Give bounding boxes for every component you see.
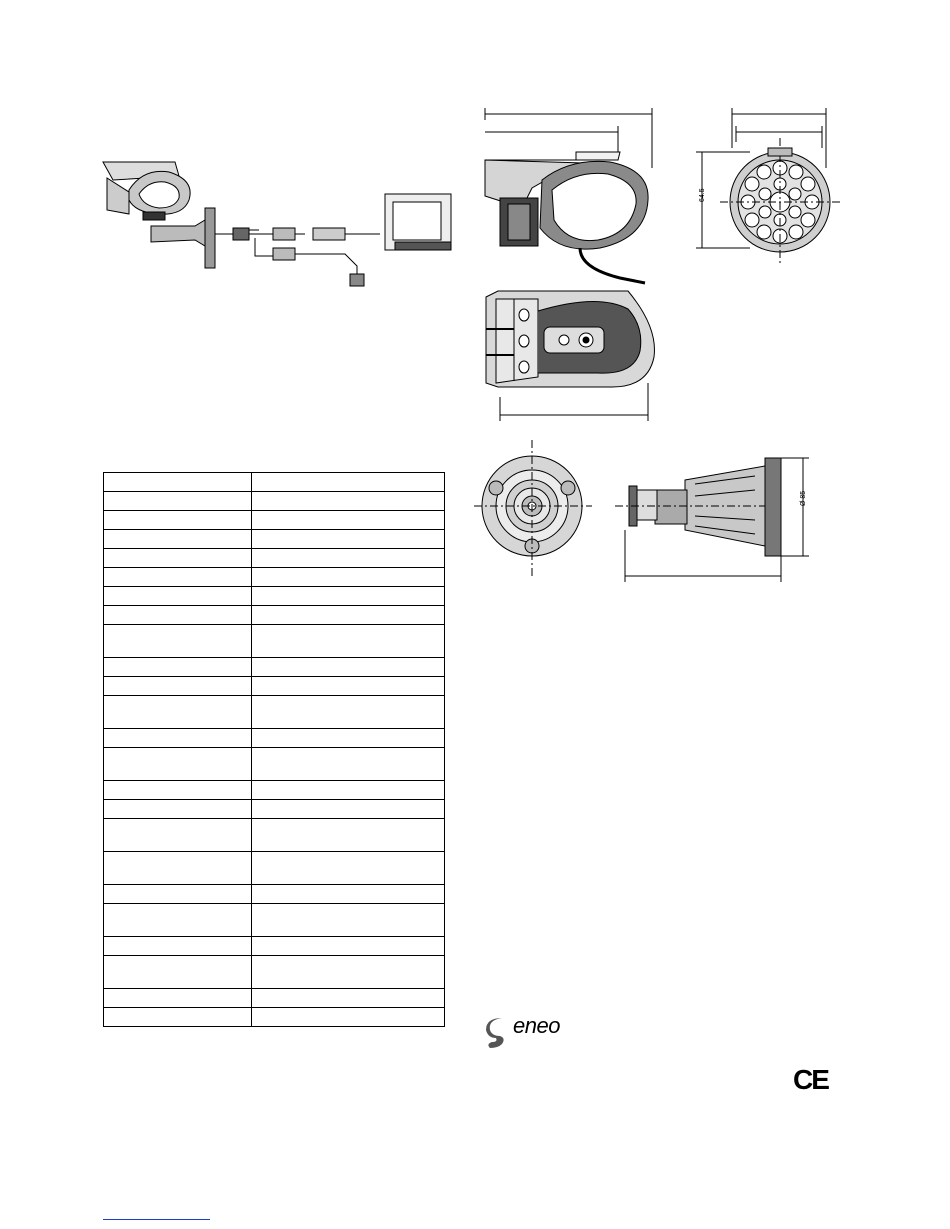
bracket-front-view [474, 440, 594, 580]
table-cell [104, 473, 252, 492]
camera-side-view [480, 108, 660, 288]
ce-mark: CE [793, 1064, 828, 1095]
table-cell [252, 904, 445, 937]
table-cell [252, 625, 445, 658]
table-row [104, 677, 445, 696]
table-cell [252, 852, 445, 885]
table-cell [104, 781, 252, 800]
table-cell [104, 937, 252, 956]
eneo-logo-icon [484, 1016, 512, 1050]
table-cell [252, 885, 445, 904]
table-row [104, 989, 445, 1008]
table-row [104, 748, 445, 781]
table-cell [252, 781, 445, 800]
table-cell [104, 1008, 252, 1027]
table-cell [104, 568, 252, 587]
table-row [104, 696, 445, 729]
table-cell [104, 819, 252, 852]
table-cell [104, 677, 252, 696]
table-cell [252, 1008, 445, 1027]
table-row [104, 904, 445, 937]
bracket-side-view [615, 450, 830, 590]
camera-top-view [478, 287, 663, 422]
table-cell [252, 658, 445, 677]
table-cell [104, 852, 252, 885]
table-cell [104, 492, 252, 511]
table-cell [104, 696, 252, 729]
table-cell [252, 530, 445, 549]
front-view-dimension-label: 64.5 [699, 188, 706, 202]
table-cell [104, 549, 252, 568]
table-cell [104, 885, 252, 904]
table-cell [104, 989, 252, 1008]
table-row [104, 568, 445, 587]
table-row [104, 530, 445, 549]
table-cell [252, 748, 445, 781]
table-cell [252, 956, 445, 989]
table-cell [252, 473, 445, 492]
footer-rule [103, 1219, 210, 1220]
table-cell [252, 511, 445, 530]
table-cell [252, 492, 445, 511]
table-row [104, 511, 445, 530]
table-cell [252, 729, 445, 748]
table-cell [104, 511, 252, 530]
table-cell [104, 956, 252, 989]
table-cell [252, 568, 445, 587]
camera-front-view [690, 108, 840, 268]
table-row [104, 819, 445, 852]
table-cell [104, 625, 252, 658]
table-cell [104, 800, 252, 819]
table-row [104, 800, 445, 819]
table-cell [104, 729, 252, 748]
table-row [104, 956, 445, 989]
table-cell [104, 904, 252, 937]
table-row [104, 625, 445, 658]
table-row [104, 658, 445, 677]
table-cell [252, 606, 445, 625]
table-row [104, 606, 445, 625]
table-row [104, 852, 445, 885]
table-cell [252, 677, 445, 696]
table-cell [104, 587, 252, 606]
table-row [104, 1008, 445, 1027]
table-row [104, 473, 445, 492]
table-cell [252, 587, 445, 606]
table-row [104, 587, 445, 606]
table-cell [104, 606, 252, 625]
table-cell [252, 696, 445, 729]
table-cell [252, 549, 445, 568]
table-row [104, 492, 445, 511]
table-row [104, 729, 445, 748]
brand-logo-text: eneo [513, 1013, 560, 1038]
table-row [104, 937, 445, 956]
table-cell [104, 530, 252, 549]
table-cell [252, 989, 445, 1008]
table-row [104, 549, 445, 568]
specification-table [103, 472, 445, 1027]
table-cell [252, 800, 445, 819]
connection-diagram [95, 150, 460, 295]
table-row [104, 885, 445, 904]
table-cell [252, 937, 445, 956]
table-cell [104, 748, 252, 781]
table-cell [252, 819, 445, 852]
table-row [104, 781, 445, 800]
bracket-dimension-label: Ø 85 [800, 490, 807, 506]
table-cell [104, 658, 252, 677]
